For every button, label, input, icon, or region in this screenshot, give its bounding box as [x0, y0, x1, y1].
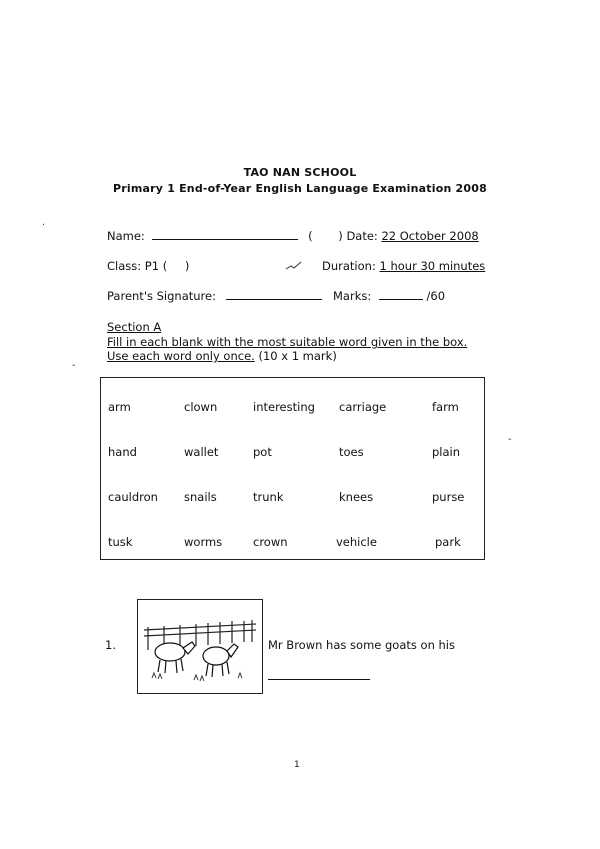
word-snails: snails — [184, 490, 217, 504]
word-farm: farm — [432, 400, 459, 414]
word-vehicle: vehicle — [336, 535, 377, 549]
name-label: Name: — [107, 229, 145, 243]
word-plain: plain — [432, 445, 461, 459]
exam-title: Primary 1 End-of-Year English Language Examination 2008 — [113, 182, 487, 195]
scan-speck: - — [72, 360, 76, 371]
instruction-once: Use each word only once. — [107, 349, 255, 363]
name-field — [107, 229, 479, 243]
scan-speck: · — [42, 220, 46, 231]
parent-signature-field — [107, 289, 322, 303]
word-clown: clown — [184, 400, 218, 414]
word-cauldron: cauldron — [108, 490, 158, 504]
class-bracket-close: ) — [184, 259, 190, 273]
date-label: Date: — [346, 229, 378, 243]
question-1-text: Mr Brown has some goats on his — [268, 638, 455, 652]
class-label: Class: P1 ( — [107, 259, 168, 273]
parent-signature-blank — [226, 289, 322, 300]
scan-speck: - — [508, 434, 512, 445]
word-wallet: wallet — [184, 445, 219, 459]
word-interesting: interesting — [253, 400, 315, 414]
word-tusk: tusk — [108, 535, 133, 549]
marks-blank — [379, 289, 423, 300]
tick-mark — [285, 260, 305, 272]
marks-field — [333, 289, 445, 303]
date-value: 22 October 2008 — [381, 229, 479, 243]
word-arm: arm — [108, 400, 131, 414]
marks-total: /60 — [426, 289, 446, 303]
school-name: TAO NAN SCHOOL — [243, 166, 357, 179]
duration-value: 1 hour 30 minutes — [379, 259, 486, 273]
goats-illustration — [138, 600, 262, 693]
class-field — [107, 259, 189, 273]
word-toes: toes — [339, 445, 364, 459]
word-worms: worms — [184, 535, 223, 549]
goats-picture — [137, 599, 263, 694]
parent-signature-label: Parent's Signature: — [107, 289, 216, 303]
word-purse: purse — [432, 490, 465, 504]
name-blank — [152, 229, 298, 240]
question-1-answer-blank[interactable] — [268, 679, 370, 680]
section-heading: Section A — [107, 320, 162, 334]
register-bracket-open: ( — [308, 229, 313, 243]
word-pot: pot — [253, 445, 272, 459]
word-hand: hand — [108, 445, 137, 459]
duration-label: Duration: — [322, 259, 376, 273]
word-box — [100, 377, 485, 560]
word-crown: crown — [253, 535, 288, 549]
question-1-number: 1. — [105, 638, 116, 652]
duration-field — [322, 259, 485, 273]
word-park: park — [435, 535, 461, 549]
register-bracket-close: ) — [338, 229, 343, 243]
instruction-line-2 — [107, 349, 337, 363]
marks-label: Marks: — [333, 289, 372, 303]
word-carriage: carriage — [339, 400, 387, 414]
word-knees: knees — [339, 490, 374, 504]
word-trunk: trunk — [253, 490, 284, 504]
instruction-marks: (10 x 1 mark) — [258, 349, 337, 363]
page-number: 1 — [294, 760, 300, 770]
instruction-line-1: Fill in each blank with the most suitable word given in the box. — [107, 335, 468, 349]
